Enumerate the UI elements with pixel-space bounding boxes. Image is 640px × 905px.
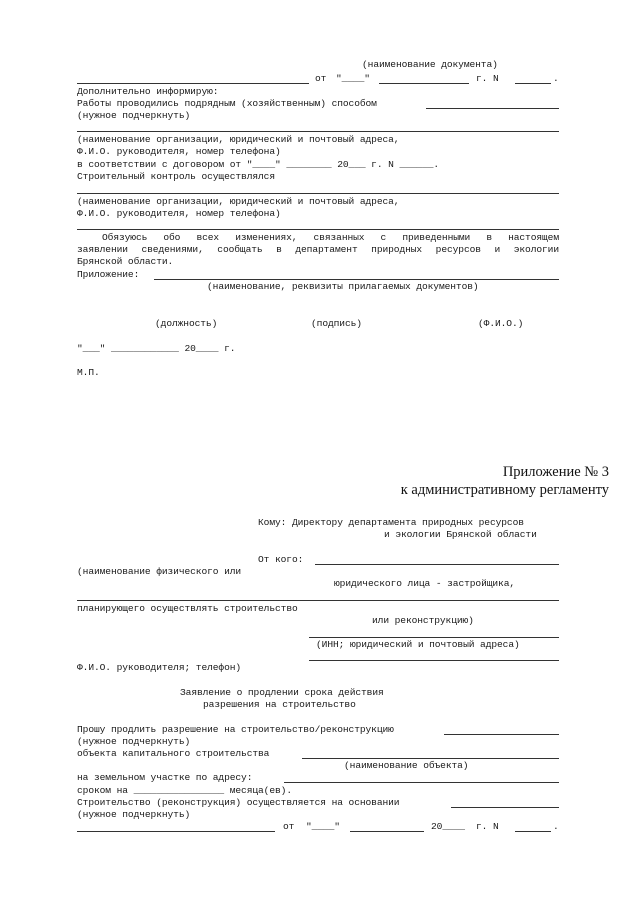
ot-label-2: от bbox=[283, 821, 295, 832]
planning-hint: планирующего осуществлять строительство bbox=[77, 603, 298, 614]
ot-label: от bbox=[315, 73, 327, 84]
signature-hint: (подпись) bbox=[311, 318, 362, 329]
date-underline bbox=[379, 83, 469, 84]
date-quotes: "____" bbox=[336, 73, 370, 84]
inn-underline bbox=[309, 637, 559, 638]
org-hint-1b: Ф.И.О. руководителя, номер телефона) bbox=[77, 146, 281, 157]
basis-doc-underline bbox=[77, 831, 275, 832]
object-label: объекта капитального строительства bbox=[77, 748, 270, 759]
address-underline bbox=[309, 660, 559, 661]
phys-person-hint: (наименование физического или bbox=[77, 566, 242, 577]
from-label: От кого: bbox=[258, 554, 304, 565]
land-underline bbox=[284, 782, 559, 783]
position-hint: (должность) bbox=[155, 318, 218, 329]
additional-info-label: Дополнительно информирую: bbox=[77, 86, 219, 97]
year-2: 20____ bbox=[431, 821, 465, 832]
land-label: на земельном участке по адресу: bbox=[77, 772, 253, 783]
works-method-underline bbox=[426, 108, 559, 109]
to-line-2: и экологии Брянской области bbox=[384, 529, 537, 540]
obligation-line-1: Обязуюсь обо всех изменениях, связанных с приведенными в настоящем bbox=[102, 232, 559, 243]
g-n-label-2: г. N bbox=[476, 821, 499, 832]
underline-hint-3: (нужное подчеркнуть) bbox=[77, 809, 191, 820]
applicant-underline-1 bbox=[77, 600, 559, 601]
legal-person-hint: юридического лица - застройщика, bbox=[334, 578, 516, 589]
request-underline bbox=[444, 734, 559, 735]
period: . bbox=[553, 73, 559, 84]
attachment-hint: (наименование, реквизиты прилагаемых документов) bbox=[207, 281, 479, 292]
period-2: . bbox=[553, 821, 559, 832]
org-hint-1a: (наименование организации, юридический и почтовый адреса, bbox=[77, 134, 400, 145]
g-n-label: г. N bbox=[476, 73, 499, 84]
obligation-line-2: заявлении сведениями, сообщать в департамент природных ресурсов и экологии bbox=[77, 244, 559, 255]
underline-hint-1: (нужное подчеркнуть) bbox=[77, 110, 191, 121]
org-hint-2b: Ф.И.О. руководителя, номер телефона) bbox=[77, 208, 281, 219]
head-hint: Ф.И.О. руководителя; телефон) bbox=[77, 662, 242, 673]
appendix-subtitle: к административному регламенту bbox=[400, 482, 609, 498]
object-underline bbox=[302, 758, 559, 759]
date-underline-2 bbox=[350, 831, 424, 832]
control-line: Строительный контроль осуществлялся bbox=[77, 171, 276, 182]
document-name-underline bbox=[77, 83, 309, 84]
org-hint-2a: (наименование организации, юридический и почтовый адреса, bbox=[77, 196, 400, 207]
stamp-place: М.П. bbox=[77, 367, 100, 378]
appendix-title: Приложение № 3 bbox=[502, 464, 609, 480]
org-underline-3 bbox=[77, 229, 559, 230]
statement-title-1: Заявление о продлении срока действия bbox=[180, 687, 384, 698]
to-line-1: Кому: Директору департамента природных ресурсов bbox=[258, 517, 524, 528]
obligation-line-3: Брянской области. bbox=[77, 256, 174, 267]
basis-line: Строительство (реконструкция) осуществляется на основании bbox=[77, 797, 400, 808]
number-underline bbox=[515, 83, 551, 84]
contract-line: в соответствии с договором от "____" ________ 20___ г. N ______. bbox=[77, 159, 440, 170]
fio-hint: (Ф.И.О.) bbox=[478, 318, 524, 329]
statement-title-2: разрешения на строительство bbox=[203, 699, 356, 710]
date-quotes-2: "____" bbox=[306, 821, 340, 832]
inn-hint: (ИНН; юридический и почтовый адреса) bbox=[316, 639, 520, 650]
term-line: сроком на ________________ месяца(ев). bbox=[77, 785, 292, 796]
object-hint: (наименование объекта) bbox=[344, 760, 469, 771]
org-underline-1 bbox=[77, 131, 559, 132]
date-line: "___" ____________ 20____ г. bbox=[77, 343, 236, 354]
request-line: Прошу продлить разрешение на строительство/реконструкцию bbox=[77, 724, 394, 735]
works-method-line: Работы проводились подрядным (хозяйственным) способом bbox=[77, 98, 377, 109]
basis-underline bbox=[451, 807, 559, 808]
org-underline-2 bbox=[77, 193, 559, 194]
number-underline-2 bbox=[515, 831, 551, 832]
reconstruction-hint: или реконструкцию) bbox=[372, 615, 474, 626]
document-name-hint: (наименование документа) bbox=[362, 59, 498, 70]
attachment-label: Приложение: bbox=[77, 269, 140, 280]
underline-hint-2: (нужное подчеркнуть) bbox=[77, 736, 191, 747]
attachment-underline bbox=[154, 279, 559, 280]
from-underline bbox=[315, 564, 559, 565]
